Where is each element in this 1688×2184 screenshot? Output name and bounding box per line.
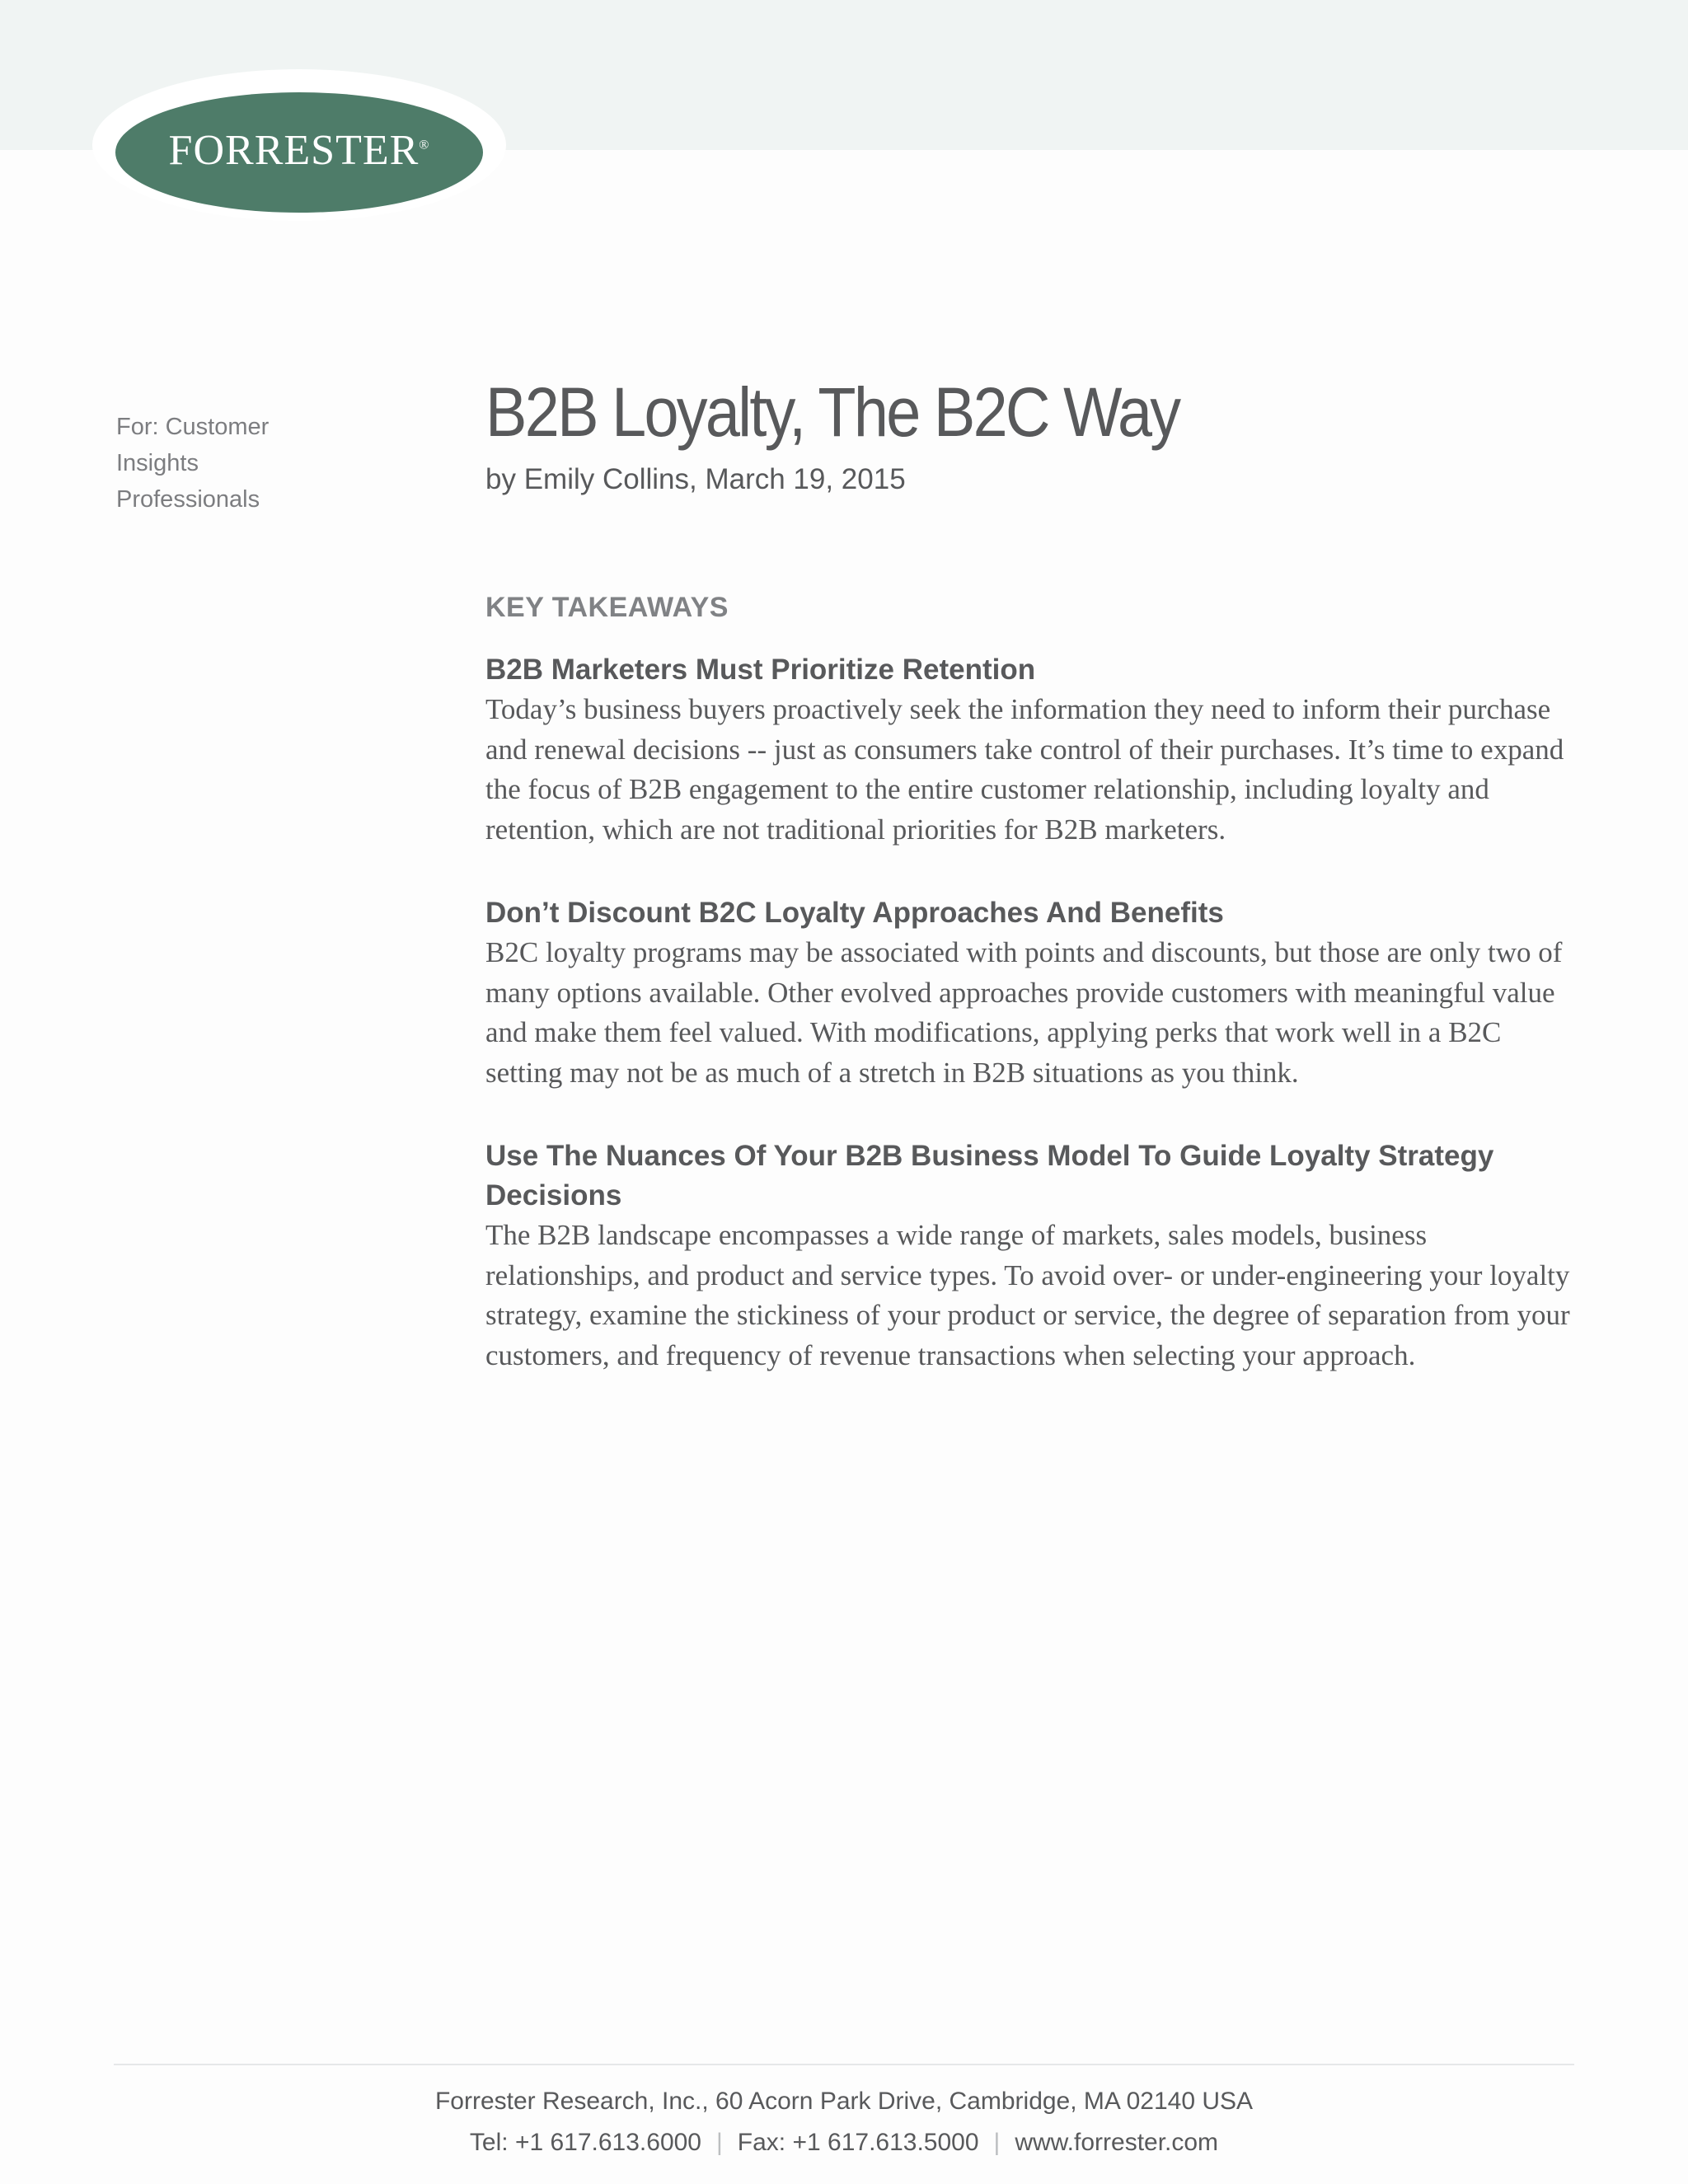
- takeaway-body: B2C loyalty programs may be associated with points and discounts, but those are only two of many options available. Other evolved approaches provide customers with meaningful value and make them feel valued. With modifications, applying perks that work well in a B2C setting may not be as much of a stretch in B2B situations as you think.: [485, 936, 1563, 1089]
- takeaway-1: [485, 650, 1573, 850]
- report-main: [485, 371, 1573, 1376]
- key-takeaways-heading: KEY TAKEAWAYS: [485, 592, 729, 623]
- footer-website-link[interactable]: www.forrester.com: [1015, 2129, 1219, 2156]
- takeaway-2: [485, 893, 1573, 1093]
- forrester-logo: [115, 92, 483, 213]
- takeaway-3: [485, 1137, 1573, 1376]
- report-byline: by Emily Collins, March 19, 2015: [485, 463, 906, 495]
- footer-separator: |: [716, 2129, 723, 2156]
- takeaway-title: Use The Nuances Of Your B2B Business Model To Guide Loyalty Strategy Decisions: [485, 1140, 1494, 1212]
- takeaway-title: B2B Marketers Must Prioritize Retention: [485, 654, 1036, 686]
- audience-label: For: Customer Insights Professionals: [116, 414, 270, 513]
- takeaway-title: Don’t Discount B2C Loyalty Approaches And Benefits: [485, 897, 1224, 929]
- takeaway-body: The B2B landscape encompasses a wide range of markets, sales models, business relationships, and product and service types. To avoid over- or under-engineering your loyalty strategy, examine the stickiness of your product or service, the degree of separation from your customers, and frequency of revenue transactions when selecting your approach.: [485, 1219, 1570, 1371]
- logo-wordmark: FORRESTER®: [168, 126, 430, 174]
- footer-address: Forrester Research, Inc., 60 Acorn Park Drive, Cambridge, MA 02140 USA: [434, 2088, 1254, 2115]
- footer: [0, 2081, 1688, 2163]
- footer-divider: [114, 2064, 1574, 2065]
- footer-fax: Fax: +1 617.613.5000: [737, 2129, 979, 2156]
- footer-tel: Tel: +1 617.613.6000: [469, 2129, 701, 2156]
- footer-contacts: [0, 2122, 1688, 2163]
- takeaway-body: Today’s business buyers proactively seek the information they need to inform their purchase and renewal decisions -- just as consumers take control of their purchases. It’s time to expand the focus of B2B engagement to the entire customer relationship, including loyalty and retention, which are not traditional priorities for B2B marketers.: [485, 693, 1564, 846]
- footer-separator: |: [993, 2129, 1001, 2156]
- report-title: B2B Loyalty, The B2C Way: [485, 373, 1179, 451]
